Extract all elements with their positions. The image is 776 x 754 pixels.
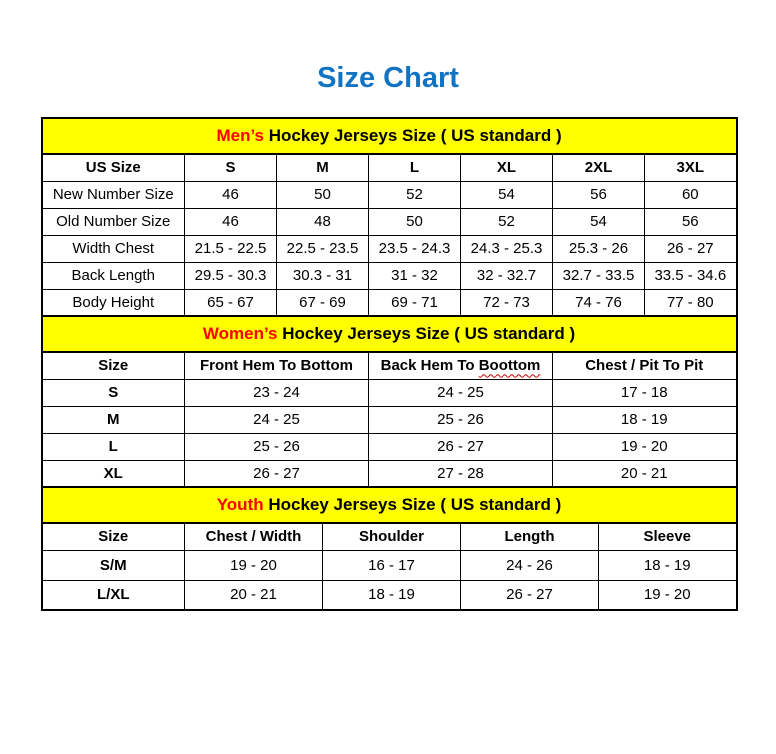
youth-header-row <box>42 523 737 550</box>
womens-table-row <box>42 379 737 406</box>
youth-table-row <box>42 550 737 580</box>
womens-size-value: 26 - 27 <box>185 460 369 487</box>
youth-banner-prefix: Youth <box>216 495 264 514</box>
womens-size-table <box>41 315 738 488</box>
womens-col-header: Size <box>42 352 185 379</box>
mens-row-label: New Number Size <box>42 181 185 208</box>
mens-size-value: 72 - 73 <box>461 289 553 316</box>
youth-size-value: 18 - 19 <box>323 580 461 610</box>
mens-size-value: 48 <box>277 208 369 235</box>
womens-size-value: 27 - 28 <box>369 460 553 487</box>
womens-size-value: 24 - 25 <box>369 379 553 406</box>
womens-header-row <box>42 352 737 379</box>
womens-banner-rest: Hockey Jerseys Size ( US standard ) <box>277 324 576 343</box>
mens-col-header: L <box>369 154 461 181</box>
mens-size-value: 32.7 - 33.5 <box>553 262 645 289</box>
womens-section-banner <box>42 316 737 352</box>
mens-size-value: 56 <box>553 181 645 208</box>
mens-banner-rest: Hockey Jerseys Size ( US standard ) <box>264 126 562 145</box>
mens-col-header: S <box>185 154 277 181</box>
youth-section-banner <box>42 487 737 523</box>
mens-size-value: 50 <box>369 208 461 235</box>
womens-col-header-text: Back Hem To <box>380 357 479 375</box>
mens-size-value: 74 - 76 <box>553 289 645 316</box>
mens-size-value: 33.5 - 34.6 <box>645 262 737 289</box>
size-chart-tables <box>41 117 736 611</box>
youth-banner-row <box>42 487 737 523</box>
mens-col-header: 3XL <box>645 154 737 181</box>
youth-size-value: 18 - 19 <box>599 550 737 580</box>
mens-banner-row <box>42 118 737 154</box>
mens-table-row <box>42 235 737 262</box>
womens-col-header-misspelled <box>369 352 553 379</box>
youth-col-header: Length <box>461 523 599 550</box>
youth-row-label: S/M <box>42 550 185 580</box>
youth-size-value: 24 - 26 <box>461 550 599 580</box>
mens-size-value: 56 <box>645 208 737 235</box>
womens-col-header: Chest / Pit To Pit <box>553 352 737 379</box>
womens-size-value: 19 - 20 <box>553 433 737 460</box>
mens-size-value: 24.3 - 25.3 <box>461 235 553 262</box>
youth-table-row <box>42 580 737 610</box>
mens-size-value: 31 - 32 <box>369 262 461 289</box>
mens-size-value: 54 <box>553 208 645 235</box>
mens-row-label: Back Length <box>42 262 185 289</box>
mens-col-header: 2XL <box>553 154 645 181</box>
mens-size-value: 67 - 69 <box>277 289 369 316</box>
youth-col-header: Chest / Width <box>185 523 323 550</box>
mens-header-row <box>42 154 737 181</box>
mens-size-value: 52 <box>369 181 461 208</box>
womens-table-row <box>42 460 737 487</box>
womens-banner-row <box>42 316 737 352</box>
youth-size-value: 19 - 20 <box>599 580 737 610</box>
mens-size-value: 50 <box>277 181 369 208</box>
womens-table-row <box>42 433 737 460</box>
mens-table-row <box>42 262 737 289</box>
womens-size-value: 25 - 26 <box>185 433 369 460</box>
size-chart-page <box>0 62 776 611</box>
womens-row-label: M <box>42 406 185 433</box>
mens-size-value: 22.5 - 23.5 <box>277 235 369 262</box>
womens-size-value: 17 - 18 <box>553 379 737 406</box>
mens-col-header: XL <box>461 154 553 181</box>
mens-size-value: 46 <box>185 181 277 208</box>
mens-size-value: 69 - 71 <box>369 289 461 316</box>
mens-size-value: 46 <box>185 208 277 235</box>
mens-table-row <box>42 289 737 316</box>
mens-row-label: Old Number Size <box>42 208 185 235</box>
womens-banner-prefix: Women’s <box>202 324 278 343</box>
misspelled-word-squiggle: Boottom <box>478 357 541 375</box>
mens-size-table <box>41 117 738 317</box>
mens-size-value: 54 <box>461 181 553 208</box>
mens-col-header: M <box>277 154 369 181</box>
mens-size-value: 32 - 32.7 <box>461 262 553 289</box>
womens-row-label: S <box>42 379 185 406</box>
womens-col-header: Front Hem To Bottom <box>185 352 369 379</box>
womens-size-value: 23 - 24 <box>185 379 369 406</box>
mens-size-value: 23.5 - 24.3 <box>369 235 461 262</box>
mens-row-label: Width Chest <box>42 235 185 262</box>
womens-size-value: 18 - 19 <box>553 406 737 433</box>
womens-size-value: 20 - 21 <box>553 460 737 487</box>
womens-table-row <box>42 406 737 433</box>
mens-size-value: 21.5 - 22.5 <box>185 235 277 262</box>
youth-size-table <box>41 486 738 611</box>
mens-size-value: 77 - 80 <box>645 289 737 316</box>
mens-banner-prefix: Men’s <box>216 126 264 145</box>
youth-size-value: 26 - 27 <box>461 580 599 610</box>
youth-row-label: L/XL <box>42 580 185 610</box>
mens-size-value: 65 - 67 <box>185 289 277 316</box>
mens-size-value: 30.3 - 31 <box>277 262 369 289</box>
youth-banner-rest: Hockey Jerseys Size ( US standard ) <box>263 495 562 514</box>
mens-table-row <box>42 208 737 235</box>
youth-size-value: 20 - 21 <box>185 580 323 610</box>
womens-size-value: 24 - 25 <box>185 406 369 433</box>
mens-col-header: US Size <box>42 154 185 181</box>
youth-col-header: Sleeve <box>599 523 737 550</box>
youth-col-header: Size <box>42 523 185 550</box>
mens-table-row <box>42 181 737 208</box>
womens-size-value: 25 - 26 <box>369 406 553 433</box>
mens-size-value: 60 <box>645 181 737 208</box>
womens-size-value: 26 - 27 <box>369 433 553 460</box>
mens-size-value: 29.5 - 30.3 <box>185 262 277 289</box>
page-title: Size Chart <box>317 62 459 94</box>
mens-section-banner <box>42 118 737 154</box>
mens-size-value: 26 - 27 <box>645 235 737 262</box>
mens-size-value: 52 <box>461 208 553 235</box>
youth-size-value: 19 - 20 <box>185 550 323 580</box>
womens-row-label: XL <box>42 460 185 487</box>
womens-row-label: L <box>42 433 185 460</box>
youth-col-header: Shoulder <box>323 523 461 550</box>
mens-size-value: 25.3 - 26 <box>553 235 645 262</box>
youth-size-value: 16 - 17 <box>323 550 461 580</box>
mens-row-label: Body Height <box>42 289 185 316</box>
